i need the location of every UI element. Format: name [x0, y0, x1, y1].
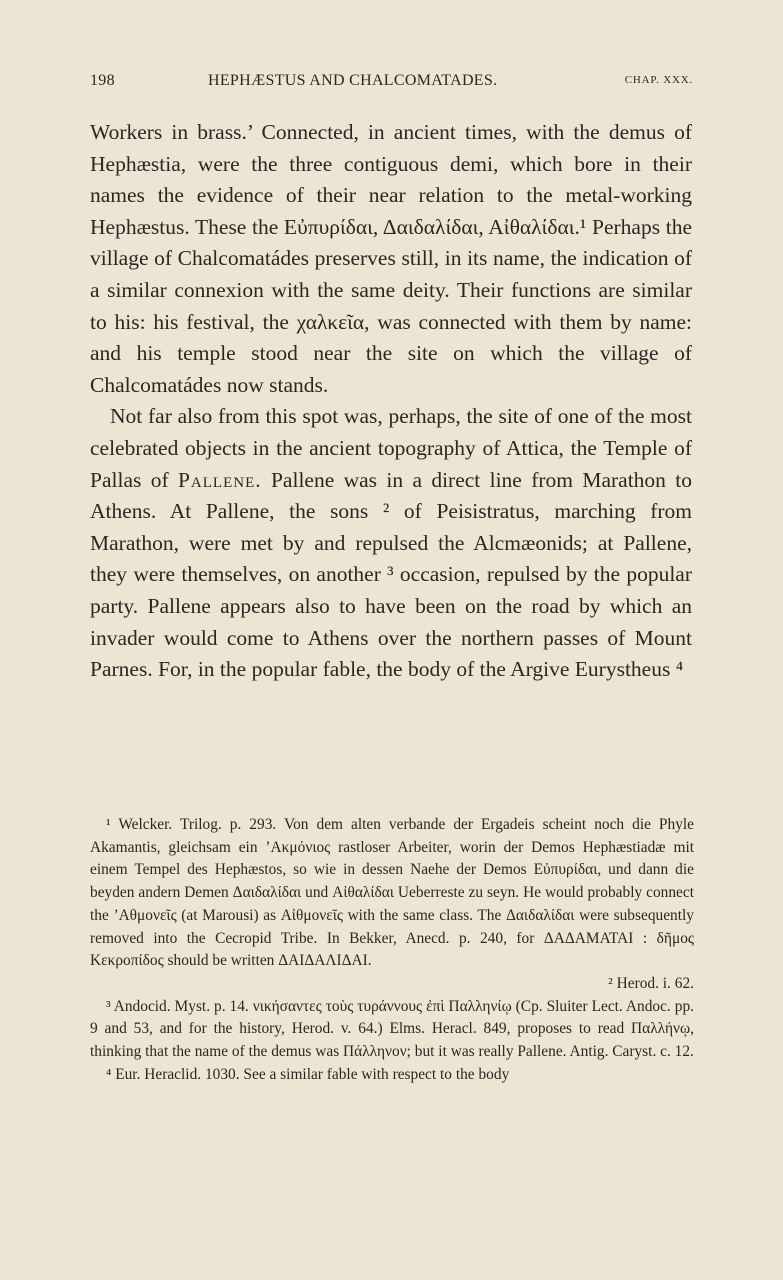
- footnote-4: ⁴ Eur. Heraclid. 1030. See a similar fable with respect to the body: [106, 1065, 510, 1083]
- paragraph-1: Workers in brass.’ Connected, in ancient times, with the demus of Hephæstia, were the three contiguous demi, which bore in their names the evidence of their near relation to the metal-working Hephæstus. These the Εὐπυρίδαι, Δαιδαλίδαι, Αἰθαλίδαι.¹ Perhaps the village of Chalcomatádes preserves still, in its name, the indication of a similar connexion with the same deity. Their functions are similar to his: his festival, the χαλκεῖα, was connected with them by name: and his temple stood near the site on which the village of Chalcomatádes now stands.: [90, 120, 692, 397]
- paragraph-2: [90, 401, 692, 685]
- page-number: 198: [90, 72, 115, 89]
- footnote-3: ³ Andocid. Myst. p. 14. νικήσαντες τοὺς τυράννους ἐπὶ Παλληνίῳ (Cp. Sluiter Lect. Andoc. pp. 9 and 53, and for the history, Herod. v. 64.) Elms. Heracl. 849, proposes to read Παλλήνῳ, thinking that the name of the demus was Πάλληνον; but it was really Pallene. Antig. Caryst. c. 12.: [90, 997, 694, 1061]
- main-text: [90, 117, 692, 686]
- running-header: [90, 72, 693, 98]
- chapter-label: CHAP. XXX.: [624, 74, 693, 86]
- pallene-smallcaps: Pallene.: [177, 467, 262, 492]
- paragraph-2-rest: Pallene was in a direct line from Marathon to Athens. At Pallene, the sons ² of Peisistratus, marching from Marathon, were met by and repulsed the Alcmæonids; at Pallene, they were themselves, on another ³ occasion, repulsed by the popular party. Pallene appears also to have been on the road by which an invader would come to Athens over the northern passes of Mount Parnes. For, in the popular fable, the body of the Argive Eurystheus ⁴: [90, 467, 692, 682]
- footnotes: [90, 814, 694, 1086]
- footnote-1: ¹ Welcker. Trilog. p. 293. Von dem alten verbande der Ergadeis scheint noch die Phyle Akamantis, gleichsam ein ’Ακμόνιος rastloser Arbeiter, worin der Demos Hephæstiadæ mit einem Tempel des Hephæstos, so wie in dessen Naehe der Demos Εὐπυρίδαι, und dann die beyden andern Demen Δαιδαλίδαι und Αἰθαλίδαι Ueberreste zu seyn. He would probably connect the ’Αθμονεῖς (at Marousi) as Αἰθμονεῖς with the same class. The Δαιδαλίδαι were subsequently removed into the Cecropid Tribe. In Bekker, Anecd. p. 240, for ΔΑΔΑΜΑΤΑΙ : δῆμος Κεκροπίδος should be written ΔΑΙΔΑΛΙΔΑΙ.: [90, 816, 694, 970]
- running-title: HEPHÆSTUS AND CHALCOMATADES.: [208, 72, 498, 89]
- footnote-2: ² Herod. i. 62.: [608, 974, 694, 992]
- paragraph-2-start: Not far also from this spot was, perhaps, the site of one of the most celebrated objects in the ancient topography of Attica, the Temple of Pallas of: [90, 404, 692, 492]
